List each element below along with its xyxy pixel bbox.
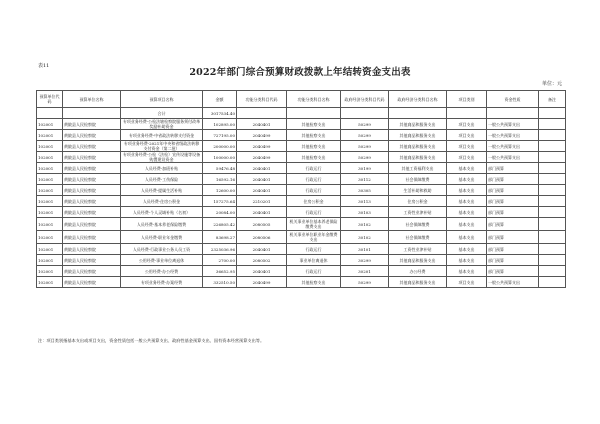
cell-unit-code: 102001 [37,152,63,163]
cell-func-name: 行政运行 [287,163,341,174]
table-header-row [37,91,566,108]
cell-econ-name: 其他商品和服务支出 [389,277,447,288]
cell-func-code: 2080502 [237,255,287,266]
cell-category: 项目支出 [447,152,487,163]
cell-econ-name: 生活补助和救助 [389,185,447,196]
cell-category: 基本支出 [447,163,487,174]
cell-func-code: 2040401 [237,244,287,255]
cell-note [539,207,566,218]
header-econ-name: 政府经济分类科目名称 [389,91,447,108]
cell-amount: 102895.00 [203,119,237,130]
cell-unit-name: 黄陂县人民检察院 [63,277,121,288]
cell-fund: 部门预算 [487,244,539,255]
cell-unit-name: 黄陂县人民检察院 [63,266,121,277]
table-row [37,255,566,266]
cell-note [539,174,566,185]
cell-unit-name: 黄陂县人民检察院 [63,218,121,231]
cell-unit-name: 黄陂县人民检察院 [63,196,121,207]
cell-project-name: 人员经费-基本养老保险缴费 [121,218,203,231]
cell-unit-code: 102001 [37,266,63,277]
cell-fund: 一般公共预算支出 [487,152,539,163]
header-unit-name: 预算单位名称 [63,91,121,108]
cell-amount: 12600.00 [203,185,237,196]
cell-category: 基本支出 [447,255,487,266]
cell-unit-name: 黄陂县人民检察院 [63,152,121,163]
cell-func-code: 2040499 [237,277,287,288]
cell-func-name: 机关事业单位基本养老保险缴费支出 [287,218,341,231]
cell-unit-code: 102001 [37,196,63,207]
cell-unit-name: 黄陂县人民检察院 [63,207,121,218]
total-amount: 3017534.40 [203,108,237,119]
header-project-name: 预算项目名称 [121,91,203,108]
cell-note [539,218,566,231]
cell-func-code: 2040401 [237,266,287,277]
header-unit-code: 预算单位代码 [37,91,63,108]
cell-category: 基本支出 [447,231,487,244]
cell-project-name: 人员经费-提属生活补贴 [121,185,203,196]
cell-note [539,141,566,152]
cell-fund: 一般公共预算支出 [487,119,539,130]
cell-category: 项目支出 [447,119,487,130]
cell-econ-code: 50299 [341,277,389,288]
cell-amount: 226805.42 [203,218,237,231]
cell-econ-code: 50299 [341,152,389,163]
cell-category: 基本支出 [447,185,487,196]
cell-econ-code: 30199 [341,163,389,174]
cell-func-name: 其他检察支出 [287,277,341,288]
cell [37,108,63,119]
cell-func-name: 其他检察支出 [287,152,341,163]
cell-econ-code: 50299 [341,141,389,152]
cell-unit-name: 黄陂县人民检察院 [63,185,121,196]
cell-econ-code: 30305 [341,185,389,196]
cell-func-name: 其他检察支出 [287,130,341,141]
cell-amount: 2325036.96 [203,244,237,255]
cell-category: 项目支出 [447,130,487,141]
cell-category: 基本支出 [447,174,487,185]
cell-amount: 157275.64 [203,196,237,207]
cell-econ-code: 30103 [341,207,389,218]
cell-category: 基本支出 [447,196,487,207]
cell-project-name: 专项业务经费-公检（法检）宣传设施等设备购置建设资金 [121,152,203,163]
table-row [37,130,566,141]
cell-unit-code: 102001 [37,231,63,244]
cell-unit-code: 102001 [37,255,63,266]
cell-unit-name: 黄陂县人民检察院 [63,231,121,244]
cell [487,108,539,119]
cell-project-name: 人员经费-行政事业公务人员工资 [121,244,203,255]
cell-func-name: 住房公积金 [287,196,341,207]
cell-func-code: 2040401 [237,163,287,174]
cell-fund: 一般公共预算支出 [487,141,539,152]
sheet-label: 表11 [38,63,50,69]
cell-func-name: 行政运行 [287,266,341,277]
cell-econ-name: 其他商品和服务支出 [389,130,447,141]
table-row [37,196,566,207]
cell-project-name: 公用经费-办公经费 [121,266,203,277]
cell-project-name: 人员经费-住房公积金 [121,196,203,207]
cell-func-name: 机关事业单位职业年金缴费支出 [287,231,341,244]
cell-fund: 部门预算 [487,207,539,218]
cell [539,108,566,119]
cell-unit-code: 102001 [37,207,63,218]
cell-project-name: 专项业务经费-2021年中央和省级政法转移支付资金（第二批） [121,141,203,152]
table-row [37,185,566,196]
cell-fund: 部门预算 [487,163,539,174]
cell-project-name: 人员经费-职业年金缴费 [121,231,203,244]
cell-unit-name: 黄陂县人民检察院 [63,163,121,174]
cell [287,108,341,119]
cell-fund: 部门预算 [487,174,539,185]
cell-func-name: 其他检察支出 [287,141,341,152]
cell-econ-name: 其他商品和服务支出 [389,152,447,163]
cell-category: 项目支出 [447,141,487,152]
cell-func-code: 2040499 [237,152,287,163]
table-row [37,141,566,152]
cell-econ-name: 其他商品和服务支出 [389,255,447,266]
cell-econ-code: 50299 [341,119,389,130]
cell-func-code: 2040499 [237,130,287,141]
cell-note [539,277,566,288]
table-row [37,218,566,231]
cell-amount: 20084.00 [203,207,237,218]
total-label: 合计 [121,108,203,119]
cell-func-name: 行政运行 [287,244,341,255]
cell-unit-name: 黄陂县人民检察院 [63,141,121,152]
cell-econ-name: 工资性业津补贴 [389,244,447,255]
cell-func-code: 2040401 [237,174,287,185]
cell-amount: 100000.00 [203,152,237,163]
cell-econ-name: 工资性业津补贴 [389,207,447,218]
table-row [37,174,566,185]
cell-func-name: 其他检察支出 [287,119,341,130]
budget-table [36,90,566,288]
cell-func-code: 2040401 [237,185,287,196]
header-econ-code: 政府经济分类科目代码 [341,91,389,108]
cell-func-code: 2040401 [237,119,287,130]
cell-func-code: 2040499 [237,141,287,152]
cell-fund: 部门预算 [487,218,539,231]
total-row [37,108,566,119]
cell-fund: 部门预算 [487,185,539,196]
cell-unit-code: 102001 [37,185,63,196]
cell-econ-name: 其他商品和服务支出 [389,119,447,130]
header-category: 项目类别 [447,91,487,108]
cell-project-name: 专项业务经费-中省政法转移支付资金 [121,130,203,141]
cell-func-name: 行政运行 [287,207,341,218]
cell-fund: 一般公共预算支出 [487,130,539,141]
cell-note [539,255,566,266]
table-row [37,152,566,163]
table-row [37,163,566,174]
cell [237,108,287,119]
cell [447,108,487,119]
cell-category: 项目支出 [447,277,487,288]
cell-category: 基本支出 [447,207,487,218]
cell-econ-name: 社会保障缴费 [389,231,447,244]
cell-econ-name: 社会保障缴费 [389,174,447,185]
cell-note [539,185,566,196]
cell [63,108,121,119]
cell-unit-name: 黄陂县人民检察院 [63,255,121,266]
cell-unit-code: 102001 [37,277,63,288]
cell-project-name: 专项业务经费-公检法辖检察院服务须付改革奖励补助资金 [121,119,203,130]
cell-econ-code: 30102 [341,231,389,244]
cell-func-code: 2080505 [237,218,287,231]
cell-unit-code: 102001 [37,218,63,231]
table-row [37,277,566,288]
cell-note [539,152,566,163]
cell-fund: 一般公共预算支出 [487,277,539,288]
header-amount: 金额 [203,91,237,108]
cell [389,108,447,119]
cell-project-name: 专项业务经费-办案经费 [121,277,203,288]
cell-func-code: 2210201 [237,196,287,207]
cell-econ-name: 住房公积金 [389,196,447,207]
cell-unit-code: 102001 [37,141,63,152]
cell-category: 基本支出 [447,266,487,277]
cell-project-name: 人员经费-个人灵域补贴（名初） [121,207,203,218]
header-func-name: 功能分类科目名称 [287,91,341,108]
table-row [37,231,566,244]
page-title: 2022年部门综合预算财政拨款上年结转资金支出表 [189,67,411,78]
cell-note [539,244,566,255]
cell-amount: 59476.48 [203,163,237,174]
cell-unit-name: 黄陂县人民检察院 [63,119,121,130]
cell-func-name: 行政运行 [287,185,341,196]
cell-econ-code: 30299 [341,255,389,266]
cell-econ-code: 30101 [341,244,389,255]
cell [341,108,389,119]
cell-amount: 36652.95 [203,266,237,277]
cell-fund: 部门预算 [487,255,539,266]
table-row [37,266,566,277]
cell-note [539,266,566,277]
cell-unit-name: 黄陂县人民检察院 [63,130,121,141]
cell-unit-name: 黄陂县人民检察院 [63,174,121,185]
header-fund: 资金性质 [487,91,539,108]
cell-note [539,119,566,130]
cell-note [539,196,566,207]
header-note: 备注 [539,91,566,108]
cell-econ-code: 30102 [341,218,389,231]
cell-econ-code: 50299 [341,130,389,141]
cell-unit-code: 102001 [37,163,63,174]
cell-amount: 332510.50 [203,277,237,288]
cell-project-name: 人员经费-加班补贴 [121,163,203,174]
cell-note [539,231,566,244]
cell-category: 基本支出 [447,244,487,255]
cell-unit-code: 102001 [37,174,63,185]
table-row [37,244,566,255]
table-row [37,207,566,218]
cell-amount: 83698.27 [203,231,237,244]
cell-econ-name: 其他商品和服务支出 [389,141,447,152]
cell-func-name: 行政运行 [287,174,341,185]
cell-econ-name: 办公经费 [389,266,447,277]
cell-econ-name: 社会保障缴费 [389,218,447,231]
cell-econ-name: 其他工资福利支出 [389,163,447,174]
cell-unit-code: 102001 [37,119,63,130]
cell-fund: 部门预算 [487,231,539,244]
cell-amount: 2700.00 [203,255,237,266]
cell-amount: 727195.00 [203,130,237,141]
cell-fund: 部门预算 [487,196,539,207]
cell-project-name: 人员经费-工伤保险 [121,174,203,185]
cell-project-name: 公用经费-事业单位离退休 [121,255,203,266]
cell-econ-code: 30112 [341,174,389,185]
cell-amount: 200000.00 [203,141,237,152]
header-func-code: 功能分类科目代码 [237,91,287,108]
cell-amount: 16592.16 [203,174,237,185]
cell-econ-code: 30113 [341,196,389,207]
cell-unit-code: 102001 [37,244,63,255]
unit-label: 单位：元 [541,81,562,87]
cell-func-name: 事业单位离退休 [287,255,341,266]
cell-unit-code: 102001 [37,130,63,141]
cell-category: 基本支出 [447,218,487,231]
cell-note [539,163,566,174]
table-row [37,119,566,130]
cell-unit-name: 黄陂县人民检察院 [63,244,121,255]
cell-fund: 部门预算 [487,266,539,277]
footnote: 注：项目类别指基本支出或项目支出，资金性质包括一般公共预算支出、政府性基金预算支出、国有资本经营预算支出等。 [38,338,265,343]
cell-func-code: 2040401 [237,207,287,218]
cell-func-code: 2080506 [237,231,287,244]
cell-econ-code: 30201 [341,266,389,277]
cell-note [539,130,566,141]
